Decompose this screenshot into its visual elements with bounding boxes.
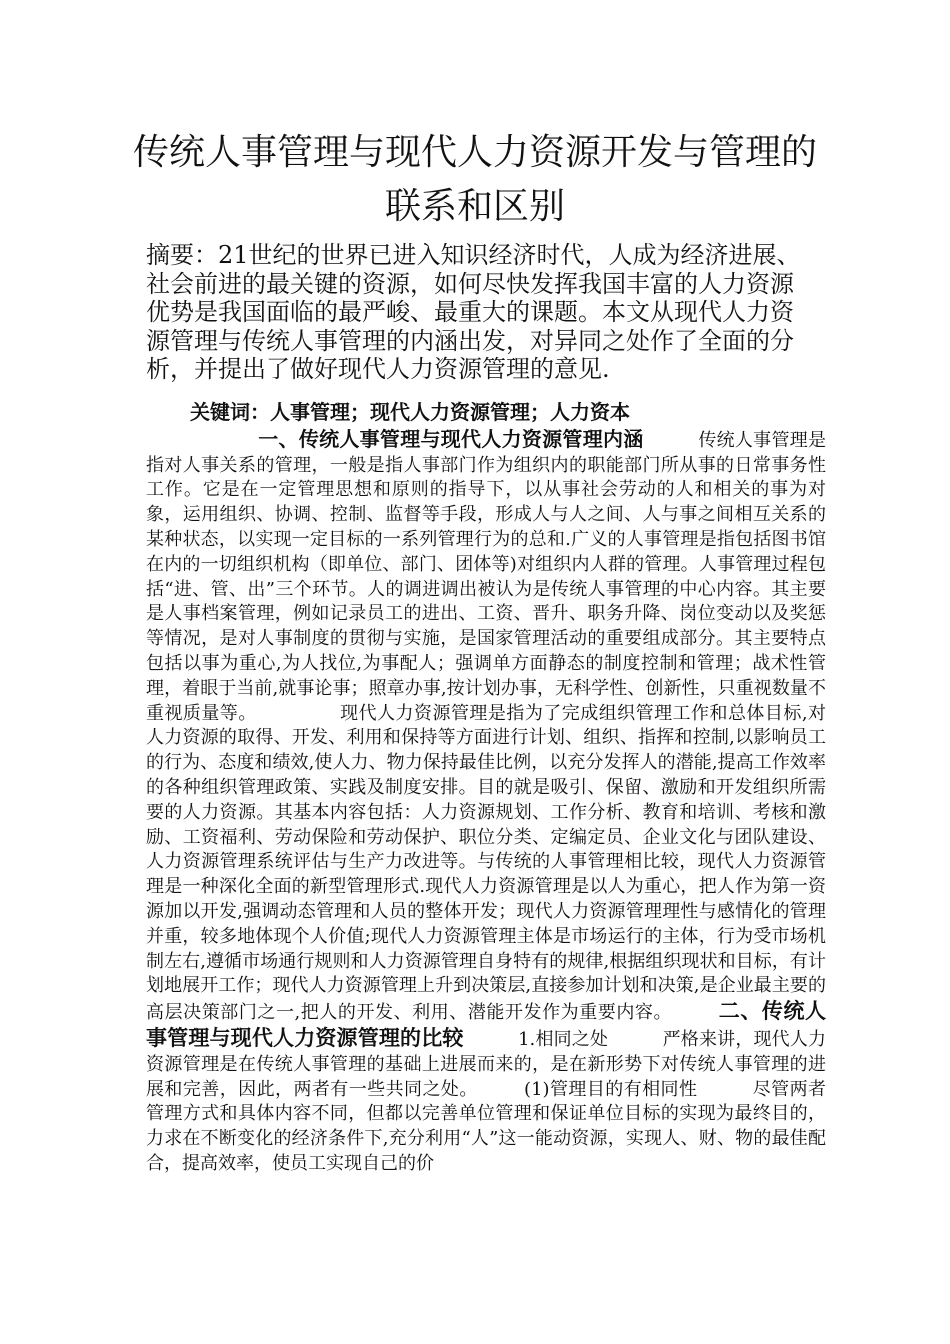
section-1-paragraph-1: 传统人事管理是指对人事关系的管理，一般是指人事部门作为组织内的职能部门所从事的日常事务性工作。它是在一定管理思想和原则的指导下，以从事社会劳动的人和相关的事为对象，运用组织、协调、控制、监督等手段，形成人与人之间、人与事之间相互关系的某种状态，以实现一定目标的一系列管理行为的总和.广义的人事管理是指包括图书馆在内的一切组织机构（即单位、部门、团体等)对组织内人群的管理。人事管理过程包括“进、管、出”三个环节。人的调进调出被认为是传统人事管理的中心内容。其主要是人事档案管理，例如记录员工的进出、工资、晋升、职务升降、岗位变动以及奖惩等情况，是对人事制度的贯彻与实施，是国家管理活动的重要组成部分。其主要特点包括以事为重心,为人找位,为事配人；强调单方面静态的制度控制和管理；战术性管理，着眼于当前,就事论事；照章办事,按计划办事，无科学性、创新性，只重视数量不重视质量等。: [146, 429, 827, 724]
section-2-subheading-1: 1.相同之处: [518, 1028, 609, 1050]
abstract: 摘要：21世纪的世界已进入知识经济时代，人成为经济进展、社会前进的最关键的资源，如何尽快发挥我国丰富的人力资源优势是我国面临的最严峻、最重大的课题。本文从现代人力资源管理与传统人事管理的内涵出发，对异同之处作了全面的分析，并提出了做好现代人力资源管理的意见.: [146, 241, 801, 383]
section-1-heading: 一、传统人事管理与现代人力资源管理内涵: [258, 426, 644, 451]
body-text: [146, 400, 826, 1177]
section-2-paragraph-2: 尽管两者管理方式和具体内容不同，但都以完善单位管理和保证单位目标的实现为最终目的，力求在不断变化的经济条件下,充分利用“人”这一能动资源，实现人、财、物的最佳配合，提高效率，使员工实现自己的价: [146, 1078, 827, 1174]
keywords: 人事管理；现代人力资源管理；人力资本: [270, 400, 630, 424]
section-2-paragraph-1: 严格来讲，现代人力资源管理是在传统人事管理的基础上进展而来的，是在新形势下对传统人事管理的进展和完善，因此，两者有一些共同之处。: [146, 1028, 827, 1100]
keywords-label: 关键词：: [190, 400, 270, 424]
section-1-paragraph-2: 现代人力资源管理是指为了完成组织管理工作和总体目标,对人力资源的取得、开发、利用和保持等方面进行计划、组织、指挥和控制,以影响员工的行为、态度和绩效,使人力、物力保持最佳比例，以充分发挥人的潜能,提高工作效率的各种组织管理政策、实践及制度安排。目的就是吸引、保留、激励和开发组织所需要的人力资源。其基本内容包括：人力资源规划、工作分析、教育和培训、考核和激励、工资福利、劳动保险和劳动保护、职位分类、定编定员、企业文化与团队建设、人力资源管理系统评估与生产力改进等。与传统的人事管理相比较，现代人力资源管理是一种深化全面的新型管理形式.现代人力资源管理是以人为重心，把人作为第一资源加以开发,强调动态管理和人员的整体开发；现代人力资源管理理性与感情化的管理并重，较多地体现个人价值;现代人力资源管理主体是市场运行的主体，行为受市场机制左右,遵循市场通行规则和人力资源管理自身特有的规律,根据组织现状和目标，有计划地展开工作；现代人力资源管理上升到决策层,直接参加计划和决策,是企业最主要的高层决策部门之一,把人的开发、利用、潜能开发作为重要内容。: [146, 702, 827, 1024]
keywords-line: [190, 400, 630, 424]
section-2-heading: 二、传统人事管理与现代人力资源管理的比较: [146, 998, 827, 1050]
section-2-subheading-2: (1)管理目的有相同性: [524, 1078, 698, 1100]
document-title: 传统人事管理与现代人力资源开发与管理的联系和区别: [132, 132, 817, 227]
